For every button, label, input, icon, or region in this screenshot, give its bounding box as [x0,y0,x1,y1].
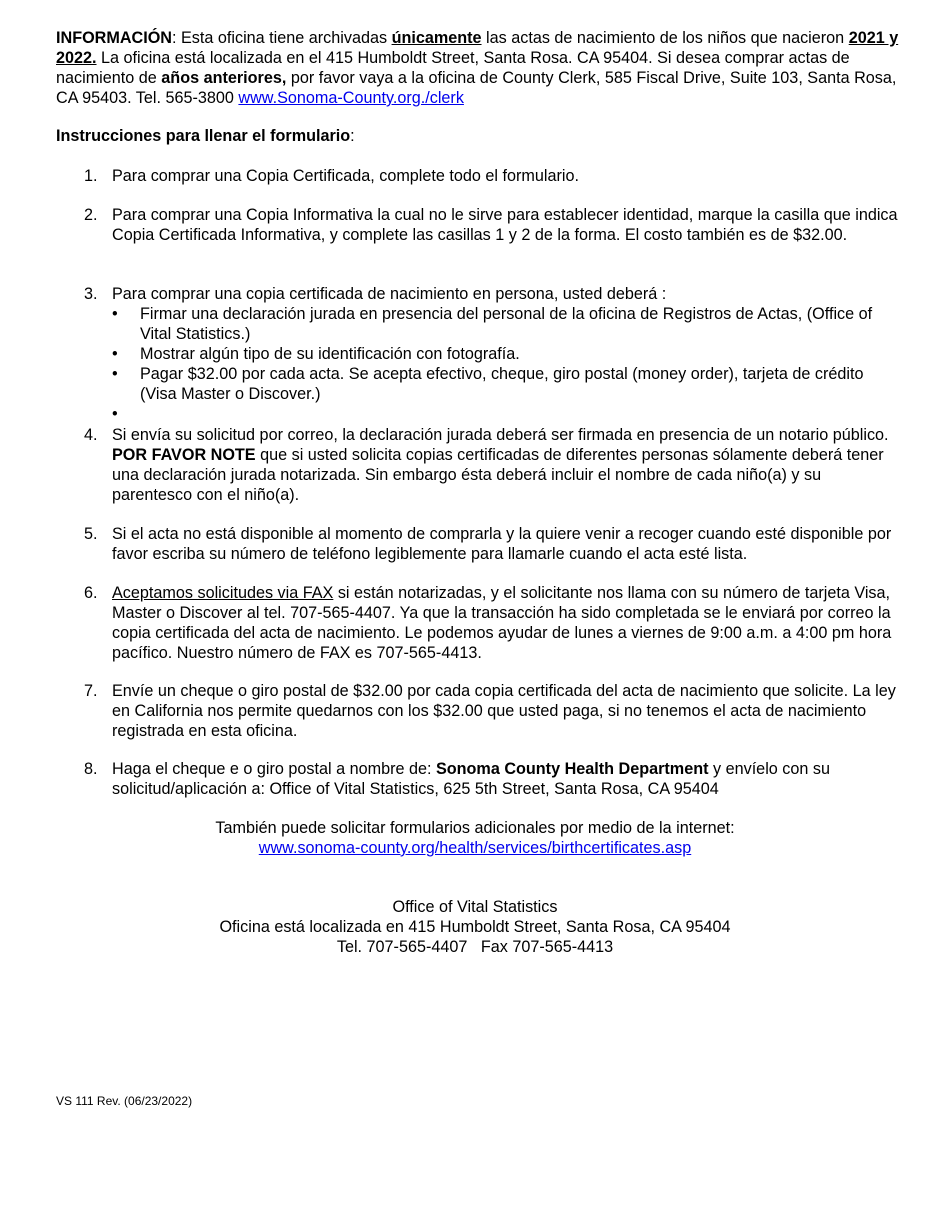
intro-text: las actas de nacimiento de los niños que nacieron [481,29,849,47]
item-number: 6. [84,584,98,602]
bullet-icon: • [112,365,118,383]
instruction-item-1 [84,166,904,186]
birth-certificates-link[interactable]: www.sonoma-county.org/health/services/birthcertificates.asp [258,839,692,857]
bullet-item [112,344,904,364]
instruction-item-4 [84,425,904,505]
item-text-part: y envíelo con su solicitud/aplicación a: Office of Vital Statistics, 625 5th Street, Santa Rosa, CA 95404 [112,760,830,798]
please-note-emphasis: POR FAVOR NOTE [112,446,256,464]
instruction-item-6 [84,583,904,663]
instructions-heading-colon: : [350,127,355,145]
item-text-part: Haga el cheque e o giro postal a nombre de: [112,760,436,778]
fax-accepted-emphasis: Aceptamos solicitudes via FAX [112,584,334,602]
item-text-part: que si usted solicita copias certificadas de diferentes personas sólamente deberá tener una declaración jurada notarizada. Sin embargo ésta deberá incluir el nombre de cada niño(a) y su parentesco con el niño(a). [112,446,884,504]
item-number: 4. [84,426,98,444]
instruction-item-7 [84,681,904,741]
intro-text: La oficina está localizada en el 415 Humboldt Street, Santa Rosa. CA 95404. Si desea comprar actas de nacimiento de [56,49,850,87]
form-revision-code: VS 111 Rev. (06/23/2022) [56,1094,193,1108]
bullet-item [112,304,904,344]
instructions-heading-text: Instrucciones para llenar el formulario [56,127,351,145]
item-text: Envíe un cheque o giro postal de $32.00 por cada copia certificada del acta de nacimiento que solicite. La ley en California nos permite quedarnos con los $32.00 que usted paga, si no tenemos el acta de nacimiento registrada en esta oficina. [112,682,896,740]
item-text [112,583,904,663]
intro-text: por favor vaya a la oficina de County Clerk, 585 Fiscal Drive, Suite 103, Santa Rosa, CA 95403. Tel. 565-3800 [56,69,897,107]
only-emphasis: únicamente [391,29,482,47]
prior-years-emphasis: años anteriores, [161,69,287,87]
bullet-icon: • [112,345,118,363]
item-number: 1. [84,167,98,185]
payee-name-emphasis: Sonoma County Health Department [435,760,709,778]
bullet-icon: • [112,405,118,423]
item-number: 2. [84,206,98,224]
item-text: Para comprar una copia certificada de nacimiento en persona, usted deberá : [112,285,667,303]
bullet-text: Mostrar algún tipo de su identificación con fotografía. [140,345,520,363]
item-text [112,759,904,799]
item-text: Para comprar una Copia Informativa la cual no le sirve para establecer identidad, marque la casilla que indica Copia Certificada Informativa, y complete las casillas 1 y 2 de la forma. El costo también es de $32.00. [112,206,898,244]
years-emphasis: 2021 y 2022. [56,29,899,67]
item-text: Para comprar una Copia Certificada, complete todo el formulario. [112,167,579,185]
item-number: 8. [84,760,98,778]
bullet-item [112,364,904,404]
intro-text: : Esta oficina tiene archivadas [172,29,392,47]
item-number: 7. [84,682,98,700]
item-text [112,425,904,505]
instruction-item-3 [84,284,904,424]
instruction-item-8 [84,759,904,799]
intro-paragraph [56,28,901,108]
item-number: 3. [84,285,98,303]
online-forms-link-row [0,838,950,858]
instruction-item-2 [84,205,904,245]
item-text-part: Si envía su solicitud por correo, la declaración jurada deberá ser firmada en presencia de un notario público. [112,426,889,444]
office-name: Office of Vital Statistics [392,898,558,916]
county-clerk-link[interactable]: www.Sonoma-County.org./clerk [238,89,464,107]
info-label: INFORMACIÓN [56,29,172,47]
bullet-item [112,404,904,424]
item-number: 5. [84,525,98,543]
item-text: Si el acta no está disponible al momento de comprarla y la quiere venir a recoger cuando esté disponible por favor escriba su número de teléfono legiblemente para llamarle cuando el acta esté lista. [112,525,892,563]
item-text-part: si están notarizadas, y el solicitante nos llama con su número de tarjeta Visa, Master o Discover al tel. 707-565-4407. Ya que la transacción ha sido completada se le enviará por correo la copia certificada del acta de nacimiento. Le podemos ayudar de lunes a viernes de 9:00 a.m. a 4:00 pm hora pacífico. Nuestro número de FAX es 707-565-4413. [112,584,892,662]
instruction-item-5 [84,524,904,564]
instructions-heading [56,126,901,146]
bullet-text: Pagar $32.00 por cada acta. Se acepta efectivo, cheque, giro postal (money order), tarjeta de crédito (Visa Master o Discover.) [140,365,864,403]
office-phones: Tel. 707-565-4407 Fax 707-565-4413 [336,938,614,956]
bullet-icon: • [112,305,118,323]
in-person-requirements-list [112,304,904,424]
online-forms-line: También puede solicitar formularios adicionales por medio de la internet: [215,819,735,837]
bullet-text: Firmar una declaración jurada en presencia del personal de la oficina de Registros de Actas, (Office of Vital Statistics.) [140,305,873,343]
office-address: Oficina está localizada en 415 Humboldt Street, Santa Rosa, CA 95404 [219,918,731,936]
